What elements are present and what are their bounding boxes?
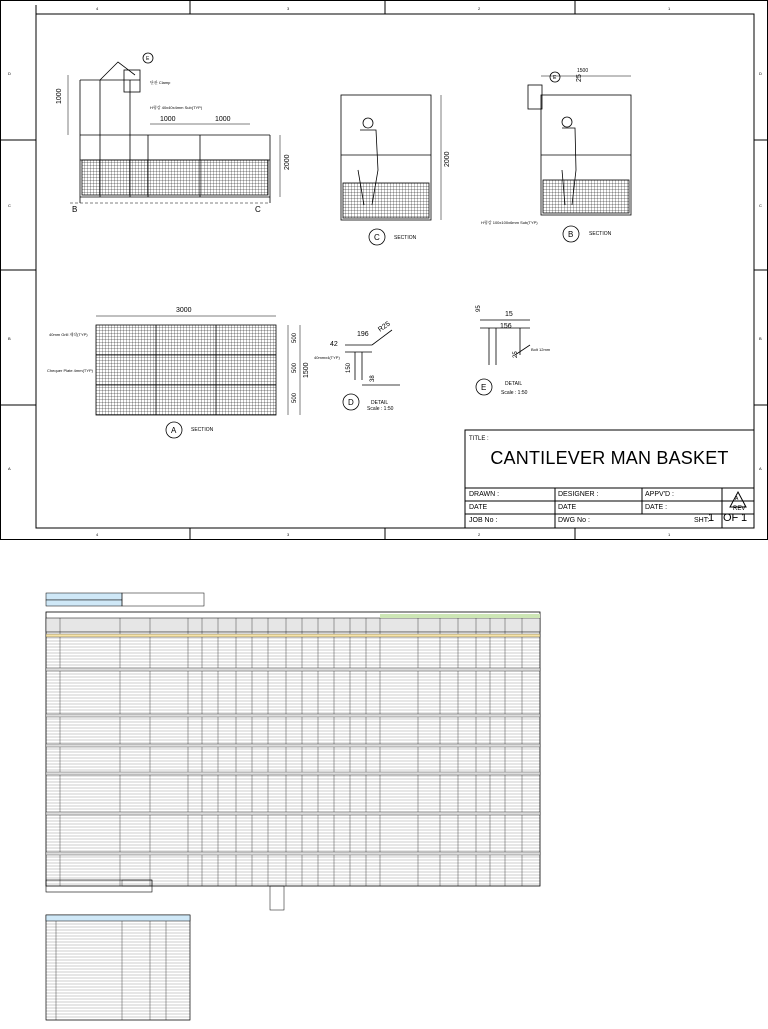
header-cell-box — [122, 593, 204, 606]
detail-e-15: 15 — [505, 311, 513, 318]
section-c-label: SECTION — [394, 235, 417, 241]
cut-c: C — [255, 205, 261, 214]
material-tables — [0, 560, 768, 1024]
rev-mark: A — [735, 496, 739, 502]
detail-e-label: DETAIL — [505, 381, 523, 387]
zone-rside-b: B — [759, 336, 762, 341]
section-a-h3: 500 — [292, 392, 298, 403]
tag-e: E — [146, 56, 150, 62]
section-a-height: 1500 — [303, 362, 310, 378]
zone-rside-c: C — [759, 203, 762, 208]
side-elevation-view — [68, 53, 280, 203]
zone-side-b: B — [8, 336, 11, 341]
section-a-view — [96, 316, 300, 438]
pipe-note: H형강 40x40x4mm Sub(TYP) — [150, 105, 203, 110]
section-a-h1: 500 — [292, 332, 298, 343]
section-c-letter: C — [374, 233, 380, 242]
of-label: OF — [723, 512, 739, 524]
date-label-1: DATE — [469, 504, 488, 511]
drawing-title: CANTILEVER MAN BASKET — [490, 448, 729, 468]
detail-e-156: 156 — [500, 323, 512, 330]
cut-b: B — [72, 205, 78, 214]
section-a-note1: 40mm Grill 제작(TYP) — [49, 332, 88, 337]
group-row-2 — [46, 714, 540, 717]
section-b-letter: B — [568, 230, 574, 239]
totals-box — [270, 886, 284, 910]
section-a-letter: A — [171, 426, 177, 435]
zone-rside-a: A — [759, 466, 762, 471]
title-label: TITLE : — [469, 436, 489, 442]
detail-d-42: 42 — [330, 341, 338, 348]
weight-table-border — [46, 915, 190, 1020]
rev-label: REV — [733, 506, 746, 512]
title-block — [465, 430, 754, 528]
zone-top-4: 4 — [96, 6, 99, 11]
zone-top-2: 2 — [478, 6, 481, 11]
zone-bot-2: 2 — [478, 532, 481, 537]
group-row-0 — [46, 634, 540, 637]
section-b-view — [528, 72, 631, 242]
job-no-label: JOB No : — [469, 517, 498, 524]
zone-side-d: D — [8, 71, 11, 76]
section-b-note: H형강 100x100x6mm Sub(TYP) — [481, 220, 538, 225]
group-row-4 — [46, 772, 540, 775]
section-b-thk: 25 — [576, 74, 583, 82]
detail-d-note: 40mmx4(TYP) — [314, 355, 340, 360]
zone-rside-d: D — [759, 71, 762, 76]
of-number: 1 — [741, 512, 748, 524]
sht-label: SHT: — [694, 517, 710, 524]
spreadsheet-graphic — [0, 560, 768, 1024]
zone-top-3: 3 — [287, 6, 290, 11]
dwg-no-label: DWG No : — [558, 517, 590, 524]
main-table-header-green — [380, 614, 540, 618]
zone-top-1: 1 — [668, 6, 671, 11]
group-row-1 — [46, 668, 540, 671]
drawn-label: DRAWN : — [469, 491, 500, 498]
zone-bot-4: 4 — [96, 532, 99, 537]
section-c-view — [341, 95, 441, 245]
section-c-height: 2000 — [444, 151, 451, 167]
side-dim-w1: 1000 — [160, 116, 176, 123]
header-cell-blue-2 — [46, 600, 122, 606]
lug-note: 단관 Clamp — [150, 80, 171, 85]
detail-d-38: 38 — [370, 375, 376, 382]
zone-side-a: A — [8, 466, 11, 471]
detail-e-letter: E — [481, 383, 487, 392]
section-b-label: SECTION — [589, 231, 612, 237]
detail-d-label: DETAIL — [371, 400, 389, 406]
zone-side-c: C — [8, 203, 11, 208]
group-row-5 — [46, 812, 540, 815]
sht-number: 1 — [708, 512, 715, 524]
zone-bot-1: 1 — [668, 532, 671, 537]
zone-bot-3: 3 — [287, 532, 290, 537]
weight-table-header — [46, 915, 190, 921]
detail-e-95: 95 — [476, 305, 482, 312]
detail-d-r25: R25 — [377, 320, 392, 334]
date-label-2: DATE — [558, 504, 577, 511]
group-row-6 — [46, 852, 540, 855]
designer-label: DESIGNER : — [558, 491, 599, 498]
section-a-h2: 500 — [292, 362, 298, 373]
header-cell-blue — [46, 593, 122, 600]
detail-d-scale: Scale : 1:50 — [367, 406, 394, 412]
side-dim-height: 2000 — [284, 154, 291, 170]
date-label-3: DATE : — [645, 504, 668, 511]
side-dim-w2: 1000 — [215, 116, 231, 123]
section-a-width: 3000 — [176, 307, 192, 314]
detail-e-scale: Scale : 1:50 — [501, 390, 528, 396]
detail-e-25: 25 — [513, 351, 519, 358]
detail-d-150: 150 — [346, 362, 352, 373]
section-a-label: SECTION — [191, 427, 214, 433]
section-b-width: 1500 — [577, 68, 589, 74]
appvd-label: APPV'D : — [645, 491, 674, 498]
detail-d-196: 196 — [357, 331, 369, 338]
detail-d-letter: D — [348, 398, 354, 407]
tag-e-b: E — [553, 75, 557, 81]
side-dim-top: 1000 — [56, 88, 63, 104]
detail-e-note: Bolt 12mm — [531, 347, 551, 352]
section-a-note2: Chequer Plate 4mm(TYP) — [47, 368, 94, 373]
group-row-3 — [46, 744, 540, 747]
